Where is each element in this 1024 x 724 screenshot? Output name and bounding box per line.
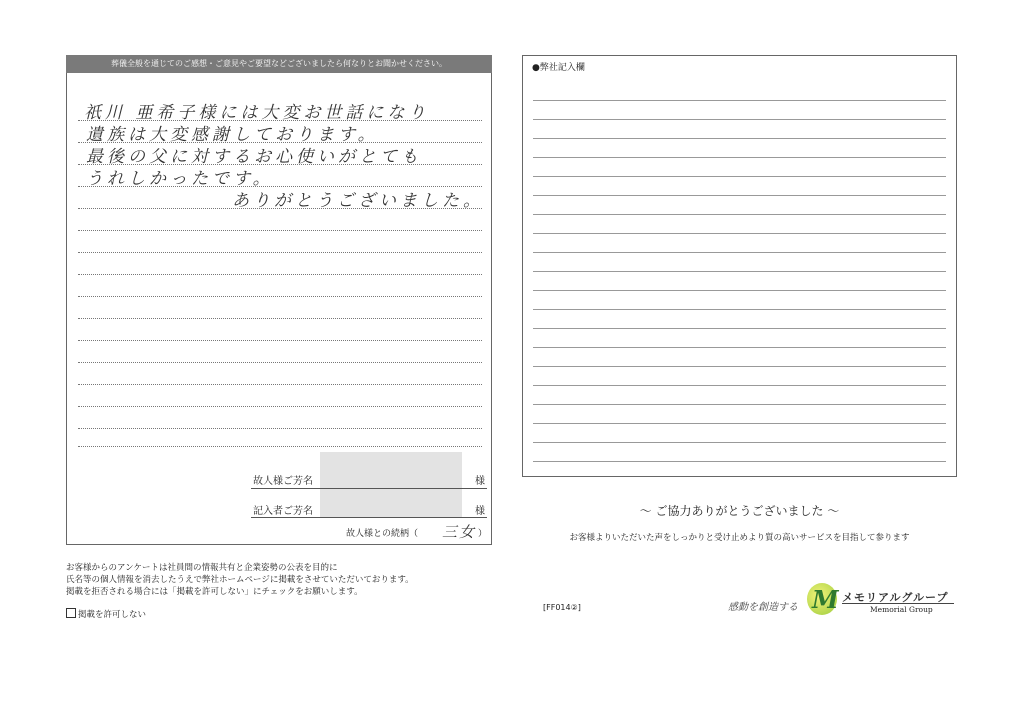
writing-line [78,252,482,253]
writing-line [78,428,482,429]
notes-line [533,366,946,367]
relation-close: ） [478,529,488,539]
handwritten-line-1: 祇川 亜希子様には大変お世話になり [84,103,430,123]
notes-line [533,138,946,139]
privacy-notice-line-2: 氏名等の個人情報を消去したうえで弊社ホームページに掲載をさせていただいております。 [66,575,414,585]
notes-line [533,195,946,196]
notes-line [533,157,946,158]
writing-line [78,384,482,385]
company-name-jp: メモリアルグループ [842,591,949,604]
notes-line [533,100,946,101]
notes-line [533,176,946,177]
notes-line [533,442,946,443]
writing-line [78,318,482,319]
notes-line [533,252,946,253]
notes-line [533,385,946,386]
notes-line [533,271,946,272]
privacy-notice-line-3: 掲載を拒否される場合には「掲載を許可しない」にチェックをお願いします。 [66,587,363,597]
notes-line [533,233,946,234]
notes-line [533,214,946,215]
company-logo-mark: M [807,583,837,615]
handwritten-line-4: うれしかったです。 [86,169,274,189]
handwritten-line-5: ありがとうございました。 [232,191,484,211]
deceased-name-label: 故人様ご芳名 [253,476,313,487]
form-code: [FF014②] [543,603,581,612]
brand-divider [842,603,954,604]
comment-panel-header: 葬儀全般を通じてのご感想・ご意見やご要望などございましたら何なりとお聞かせください。 [66,55,492,73]
company-slogan: 感動を創造する [728,602,798,613]
staff-notes-header: ●弊社記入欄 [532,63,585,73]
notes-line [533,404,946,405]
writing-line [78,406,482,407]
thanks-subtext: お客様よりいただいた声をしっかりと受け止めより質の高いサービスを目指して参ります [569,533,910,543]
relation-value: 三女 [442,523,477,541]
notes-line [533,328,946,329]
thanks-message: ～ ご協力ありがとうございました ～ [639,504,840,518]
honorific-writer: 様 [475,506,485,517]
writer-name-underline [251,517,487,518]
writing-line [78,362,482,363]
handwritten-line-3: 最後の父に対するお心使いがとても [86,147,422,167]
writing-line [78,446,482,447]
relation-label: 故人様との続柄（ [346,529,419,539]
privacy-notice-line-1: お客様からのアンケートは社員間の情報共有と企業姿勢の公表を目的に [66,563,338,573]
company-name-en: Memorial Group [870,605,933,614]
notes-line [533,347,946,348]
redacted-name-area [320,452,462,518]
notes-line [533,119,946,120]
notes-line [533,290,946,291]
handwritten-line-2: 遺族は大変感謝しております。 [86,125,379,145]
writing-line [78,274,482,275]
deceased-name-underline [251,488,487,489]
writing-line [78,230,482,231]
notes-line [533,309,946,310]
notes-line [533,461,946,462]
notes-line [533,423,946,424]
publish-opt-out-label: 掲載を許可しない [78,610,147,620]
writer-name-label: 記入者ご芳名 [253,506,313,517]
publish-opt-out[interactable] [66,608,146,620]
honorific-deceased: 様 [475,476,485,487]
writing-line [78,296,482,297]
publish-opt-out-checkbox[interactable] [66,608,76,618]
writing-line [78,340,482,341]
